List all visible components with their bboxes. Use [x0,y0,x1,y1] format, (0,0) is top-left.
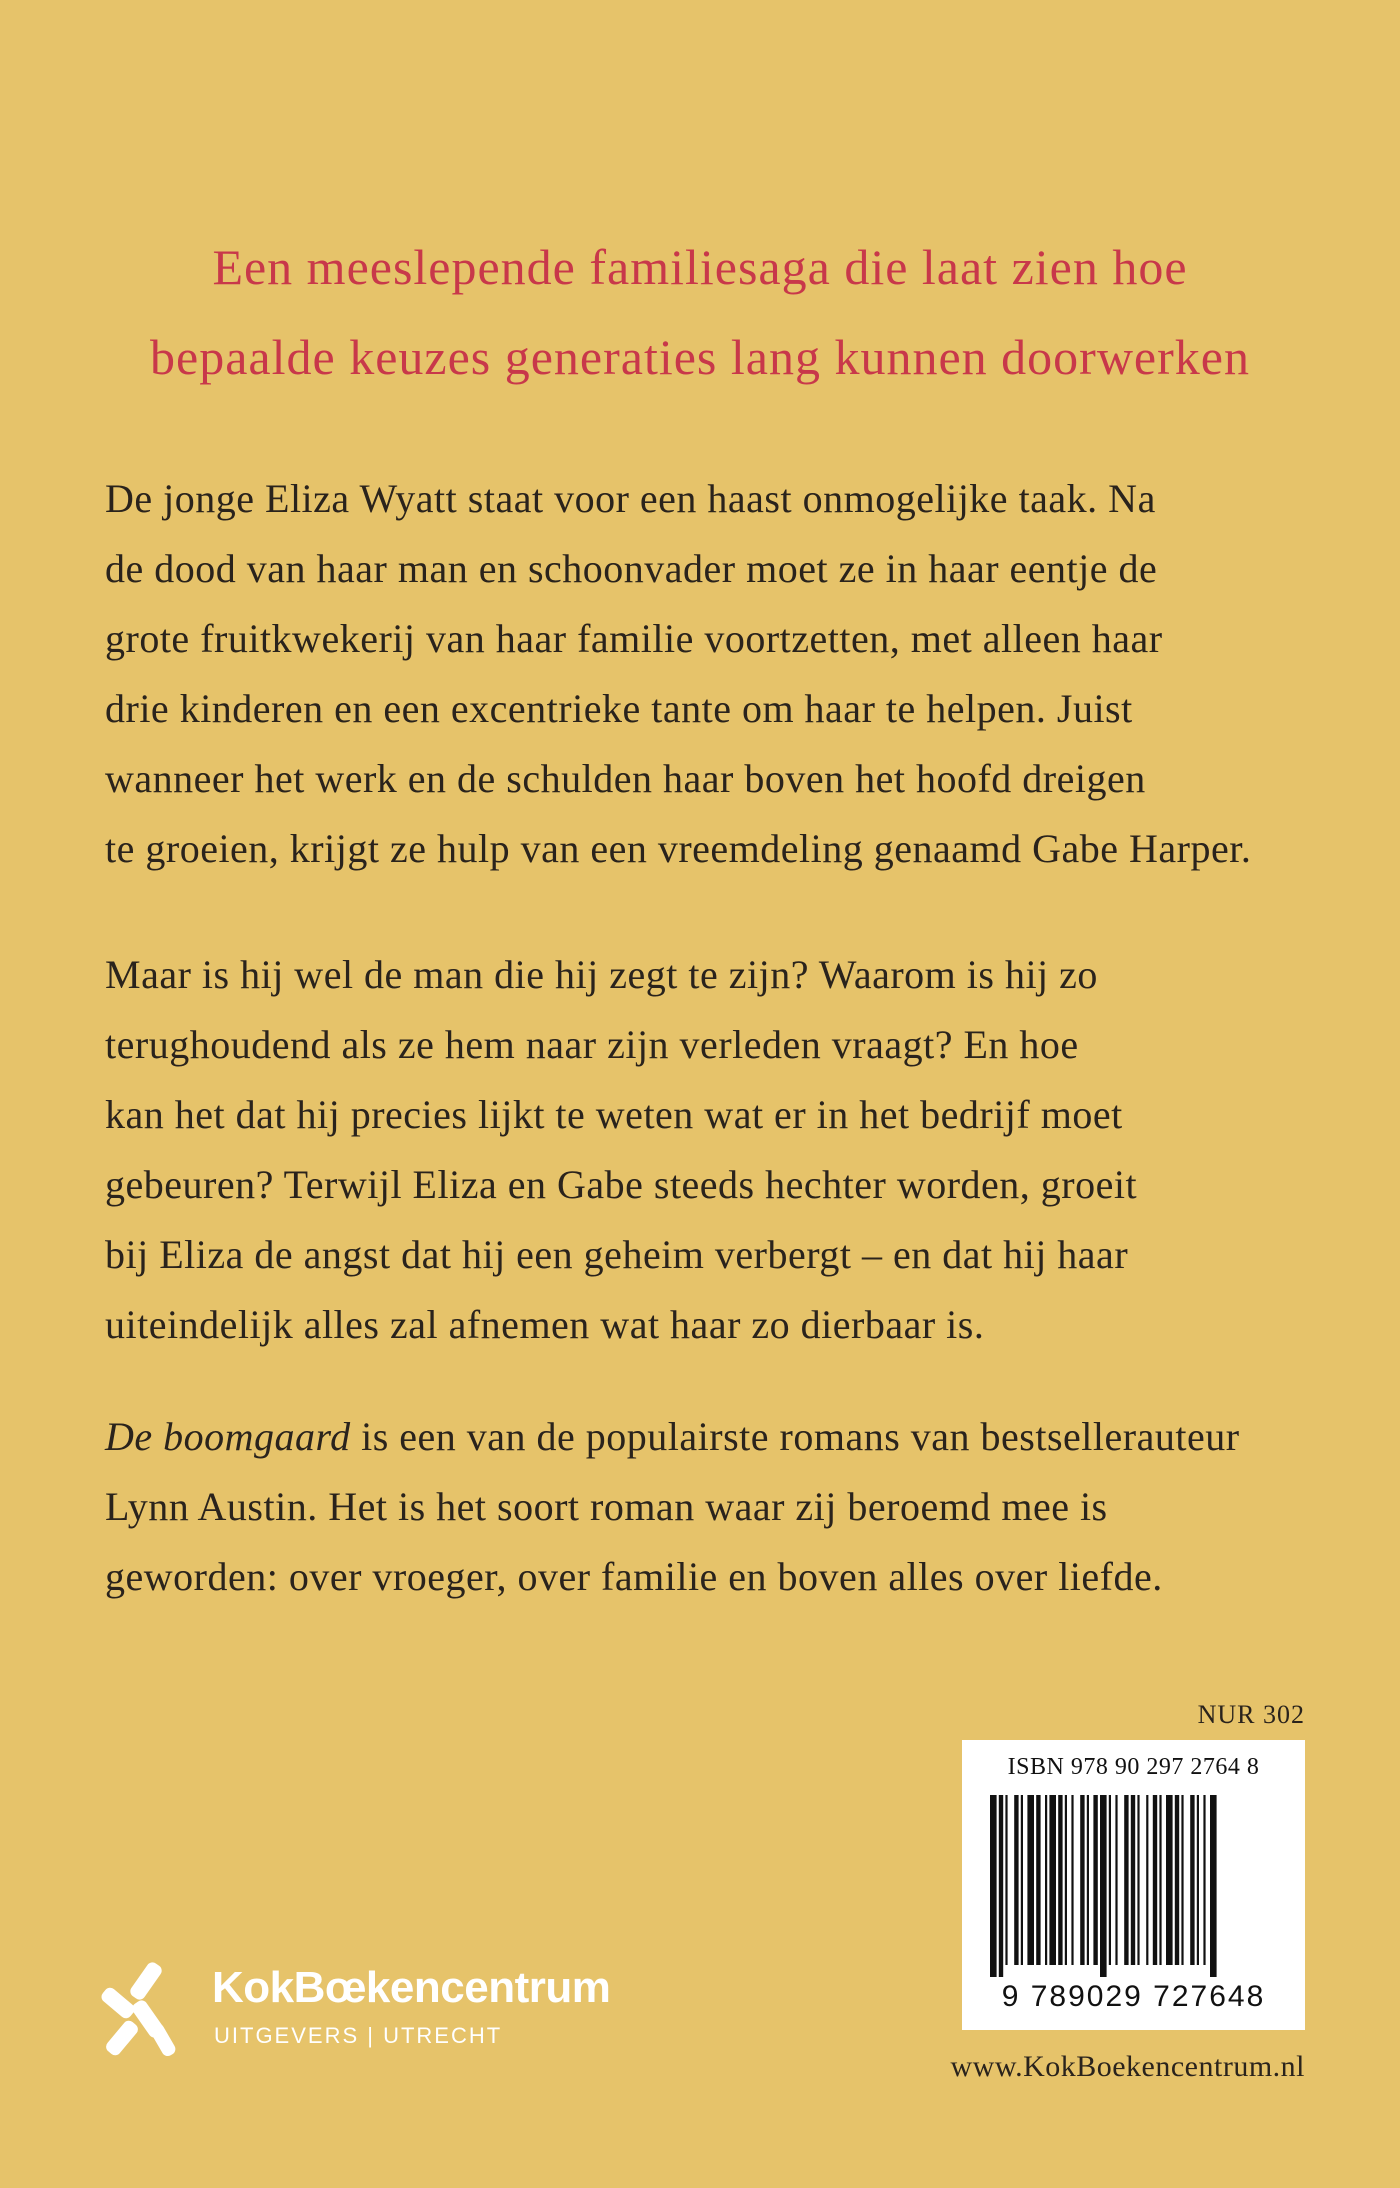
barcode-bar [1045,1795,1047,1965]
text-line: terughoudend als ze hem naar zijn verleden vraagt? En hoe [105,1022,1079,1067]
kokboekencentrum-logo-icon [100,1955,190,2065]
blurb-paragraph-2 [105,940,1305,1360]
text-line: drie kinderen en een excentrieke tante om haar te helpen. Juist [105,686,1133,731]
barcode-bar [1058,1795,1062,1965]
book-title: De boomgaard [105,1414,351,1459]
barcode-bar [1137,1795,1139,1965]
barcode-bar [1124,1795,1128,1965]
text-line: bij Eliza de angst dat hij een geheim verbergt – en dat hij haar [105,1232,1129,1277]
barcode-bar [1210,1795,1217,1977]
barcode-bar [1159,1795,1161,1965]
tagline-line: Een meeslepende familiesaga die laat zien hoe [212,239,1188,295]
barcode-bar [1109,1795,1111,1965]
barcode-bar [1100,1795,1107,1977]
text-line [105,1402,1305,1472]
isbn-label: ISBN 978 90 297 2764 8 [1007,1754,1260,1780]
barcode-bar [1203,1795,1205,1965]
barcode-bar [1166,1795,1173,1965]
barcode-bar [999,1795,1003,1977]
barcode-bar [1080,1795,1084,1965]
text-line: kan het dat hij precies lijkt te weten wat er in het bedrijf moet [105,1092,1123,1137]
text-line: gebeuren? Terwijl Eliza en Gabe steeds hechter worden, groeit [105,1162,1138,1207]
publisher-logo [100,1955,660,2075]
barcode-bar [1071,1795,1073,1965]
barcode-bar [1093,1795,1097,1965]
barcode-bar [1190,1795,1194,1965]
blurb-paragraph-3 [105,1402,1305,1612]
barcode-bar [1065,1795,1067,1965]
text-line: uiteindelijk alles zal afnemen wat haar zo dierbaar is. [105,1302,985,1347]
barcode-bar [990,1795,997,1977]
text-line: Maar is hij wel de man die hij zegt te zijn? Waarom is hij zo [105,952,1098,997]
text-line: de dood van haar man en schoonvader moet ze in haar eentje de [105,546,1158,591]
text-line: geworden: over vroeger, over familie en boven alles over liefde. [105,1554,1163,1599]
barcode-bar [1146,1795,1148,1965]
text-line: Lynn Austin. Het is het soort roman waar zij beroemd mee is [105,1484,1108,1529]
barcode-bar [1153,1795,1157,1965]
publisher-name: KokBœkencentrum [212,1963,611,2012]
publisher-subtitle: UITGEVERS | UTRECHT [214,2023,503,2048]
barcode-bar [1021,1795,1023,1965]
text-line: te groeien, krijgt ze hulp van een vreemdeling genaamd Gabe Harper. [105,826,1252,871]
barcode-bar [1181,1795,1183,1965]
barcode-bar [1036,1795,1040,1965]
publisher-website: www.KokBoekencentrum.nl [950,2050,1305,2083]
nur-code: NUR 302 [1197,1700,1305,1729]
blurb-paragraph-1 [105,464,1305,884]
text-fragment: is een van de populairste romans van bestsellerauteur [350,1414,1240,1459]
tagline [0,222,1400,402]
text-line: grote fruitkwekerij van haar familie voortzetten, met alleen haar [105,616,1163,661]
barcode-digits: 9 789029 727648 [1001,1980,1266,2013]
text-line: De jonge Eliza Wyatt staat voor een haast onmogelijke taak. Na [105,476,1156,521]
barcode-bar [1049,1795,1056,1965]
barcode-bar [1005,1795,1007,1965]
barcode-bar [1087,1795,1089,1965]
barcode-bar [1014,1795,1018,1965]
barcode-bar [1197,1795,1199,1965]
barcode-image [962,1795,1305,1980]
text-line: wanneer het werk en de schulden haar boven het hoofd dreigen [105,756,1146,801]
barcode-bar [1175,1795,1179,1965]
barcode-bar [1131,1795,1135,1965]
tagline-line: bepaalde keuzes generaties lang kunnen doorwerken [150,329,1250,385]
barcode-bar [1027,1795,1034,1965]
isbn-barcode-box [962,1740,1305,2030]
barcode-bar [1115,1795,1117,1965]
